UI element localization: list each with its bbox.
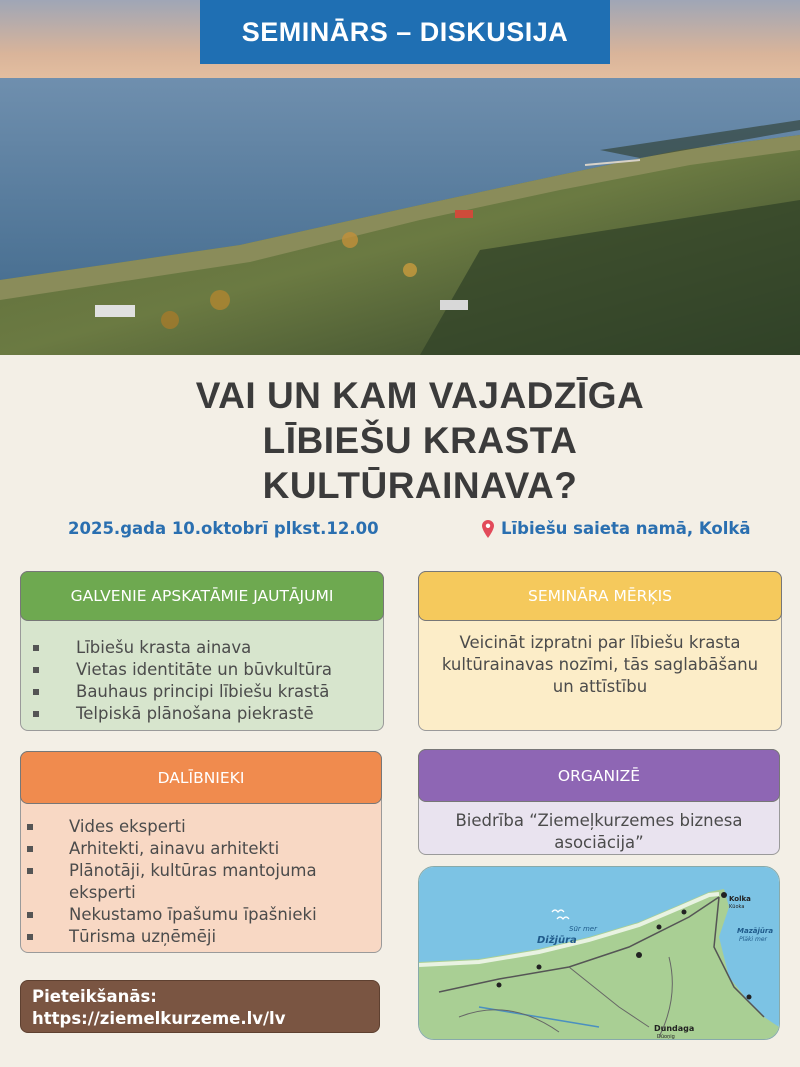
list-item: Arhitekti, ainavu arhitekti <box>69 838 369 860</box>
event-date: 2025.gada 10.oktobrī plkst.12.00 <box>68 519 379 538</box>
organizer-heading: ORGANIZĒ <box>418 749 780 802</box>
list-item: Tūrisma uzņēmēji <box>69 926 369 948</box>
questions-list <box>76 637 332 725</box>
organizer-text: Biedrība “Ziemeļkurzemes biznesa asociācija” <box>455 811 743 852</box>
list-item: Bauhaus principi lībiešu krastā <box>76 681 332 703</box>
map-label: Kolka <box>729 895 751 903</box>
title-line: VAI UN KAM VAJADZĪGA <box>195 375 645 416</box>
participants-heading: DALĪBNIEKI <box>20 751 382 804</box>
event-place-text: Lībiešu saieta namā, Kolkā <box>501 519 751 538</box>
page-title <box>100 373 740 508</box>
list-item: Telpiskā plānošana piekrastē <box>76 703 332 725</box>
signup-link[interactable]: https://ziemelkurzeme.lv/lv <box>32 1009 286 1028</box>
seminar-banner: SEMINĀRS – DISKUSIJA <box>200 0 610 64</box>
goal-card <box>418 571 782 731</box>
list-item: Plānotāji, kultūras mantojuma eksperti <box>69 860 369 904</box>
map-label: Dižjūra <box>537 935 577 946</box>
organizer-card <box>418 749 780 855</box>
list-item: Vides eksperti <box>69 816 369 838</box>
map-label: Pläki mer <box>739 936 768 943</box>
event-place <box>482 519 751 538</box>
coast-map <box>418 866 780 1040</box>
map-label: Dūoņig <box>657 1034 675 1039</box>
list-item: Lībiešu krasta ainava <box>76 637 332 659</box>
list-item: Vietas identitāte un būvkultūra <box>76 660 333 679</box>
signup-box <box>20 980 380 1033</box>
questions-card <box>20 571 384 731</box>
title-line: LĪBIEŠU KRASTA <box>262 420 578 461</box>
map-label: Sūr mer <box>569 925 597 933</box>
signup-label: Pieteikšanās: <box>32 987 157 1006</box>
title-line: KULTŪRAINAVA? <box>262 465 578 506</box>
map-label: Kūoka <box>729 904 745 910</box>
goal-text: Veicināt izpratni par lībiešu krasta kultūrainavas nozīmi, tās saglabāšanu un attīstību <box>441 633 759 696</box>
questions-heading: GALVENIE APSKATĀMIE JAUTĀJUMI <box>20 571 384 621</box>
map-label: Mazājūra <box>737 927 774 935</box>
map-label: Dundaga <box>654 1024 695 1033</box>
participants-card <box>20 751 382 953</box>
location-pin-icon <box>482 520 494 538</box>
goal-heading: SEMINĀRA MĒRĶIS <box>418 571 782 621</box>
list-item: Nekustamo īpašumu īpašnieki <box>69 904 369 926</box>
participants-list <box>69 816 369 948</box>
